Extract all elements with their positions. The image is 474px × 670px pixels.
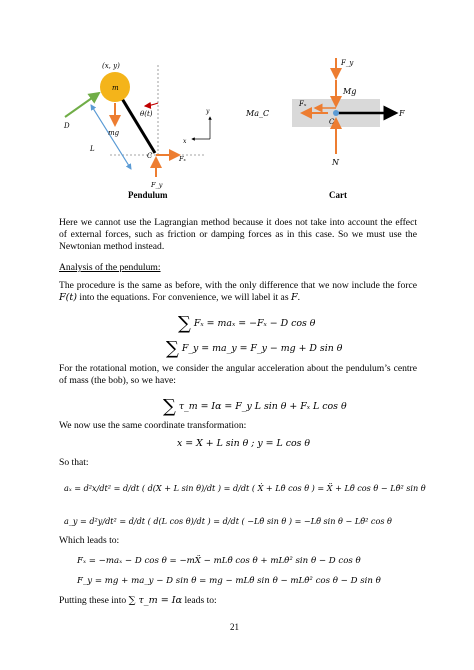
l-label: L [90,145,95,153]
paragraph-putting [59,595,417,607]
cart-fx-label: Fₓ [299,100,307,108]
cart-n-label: N [332,158,339,167]
cart-c-label: C [329,118,335,126]
section-heading: Analysis of the pendulum: [59,262,161,273]
point-label: (x, y) [102,62,120,70]
procedure-text-b: into the equations. For convenience, we will label it as [79,292,289,304]
cart-center [333,110,339,116]
pendulum-caption: Pendulum [128,190,168,200]
theta-arc [145,103,158,106]
x-axis-label: x [183,138,187,145]
damping-arrow [65,93,99,117]
cart-mac-label: Ma_C [246,109,270,118]
fy-label: F_y [151,181,163,189]
cart-figure [240,52,425,177]
equation-torque: ∑ τ_m = Iα = F_y L sin θ + Fₓ L cos θ [163,396,347,417]
equation-transform: x = X + L sin θ ; y = L cos θ [177,438,311,449]
procedure-force-label: F [290,292,298,304]
putting-equation: ∑ τ_m = Iα [128,595,183,606]
paragraph-leads: Which leads to: [59,535,120,546]
paragraph-procedure: The procedure is the same as before, with the only difference that we now include the force F(t) into the equations. For convenience, we will label it as F. [59,280,417,304]
c-label: C [147,152,153,160]
putting-text-a: Putting these into [59,595,127,606]
putting-text-b: leads to: [184,595,217,606]
theta-label: θ(t) [140,110,153,118]
equation-fy: ∑ F_y = ma_y = F_y − mg + D sin θ [166,338,343,359]
equation-ay: a_y = d²y/dt² = d/dt ( d(L cos θ)/dt ) = d/dt ( −Lθ̇ sin θ ) = −Lθ̈ sin θ − Lθ̇² cos θ [64,516,392,526]
paragraph-transform: We now use the same coordinate transformation: [59,420,247,431]
d-label: D [64,122,70,130]
cart-caption: Cart [329,190,347,200]
paragraph-rotation: For the rotational motion, we consider the angular acceleration about the pendulum’s centre of mass (the bob), so we have: [59,363,417,387]
fx-label: Fₓ [179,155,186,163]
mg-label: mg [108,129,120,137]
equation-fx: ∑ Fₓ = maₓ = −Fₓ − D cos θ [178,313,316,334]
cart-f-label: F [399,109,405,118]
pendulum-figure [55,55,230,195]
procedure-force-symbol: F(t) [59,292,77,304]
page-number: 21 [230,622,239,632]
y-axis-label: y [206,108,210,115]
mass-label: m [112,84,119,92]
paragraph-intro: Here we cannot use the Lagrangian method because it does not take into account the effect of external forces, such as friction or damping forces as in this case. So we must use the Newtonian method instead. [59,217,417,253]
equation-fy-expanded: F_y = mg + ma_y − D sin θ = mg − mLθ̈ sin θ − mLθ̇² cos θ − D sin θ [77,576,381,586]
cart-fy-label: F_y [341,59,354,67]
procedure-text-a: The procedure is the same as before, with the only difference that we now include the force [59,280,417,291]
paragraph-so-that: So that: [59,457,89,468]
equation-fx-expanded: Fₓ = −maₓ − D cos θ = −mẌ − mLθ̈ cos θ + mLθ̇² sin θ − D cos θ [77,556,361,566]
cart-mg-label: Mg [343,87,357,96]
equation-ax: aₓ = d²x/dt² = d/dt ( d(X + L sin θ)/dt ) = d/dt ( Ẋ + Lθ̇ cos θ ) = Ẍ + Lθ̈ cos θ − Lθ̇² sin θ [64,483,426,493]
